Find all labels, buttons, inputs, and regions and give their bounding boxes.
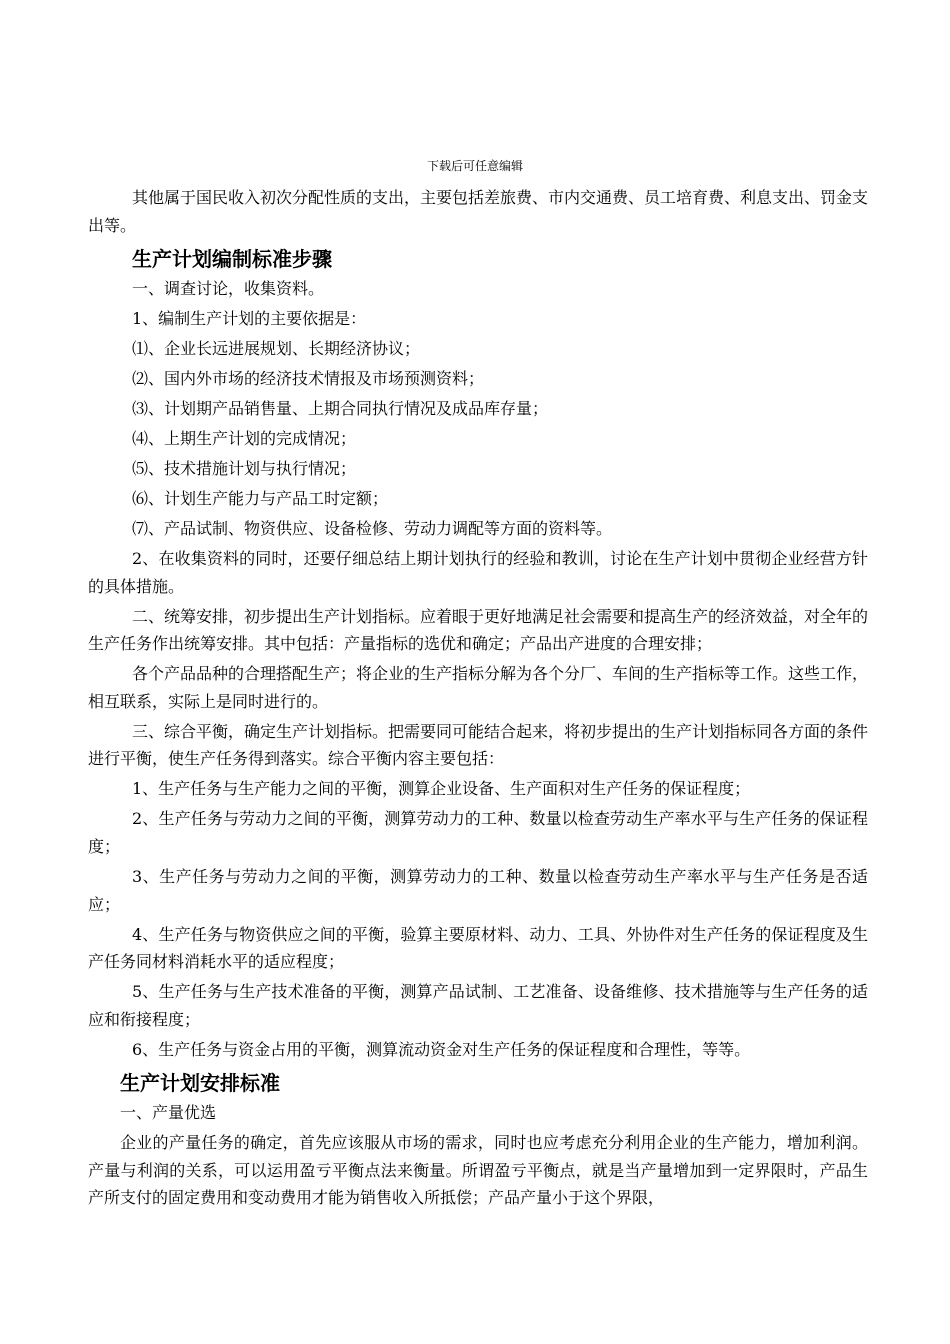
list-item: ⑺、产品试制、物资供应、设备检修、劳动力调配等方面的资料等。: [132, 519, 613, 539]
paragraph: 1、编制生产计划的主要依据是：: [132, 309, 367, 329]
section-heading: 生产计划安排标准: [120, 1071, 280, 1096]
list-item: ⑹、计划生产能力与产品工时定额；: [132, 489, 389, 509]
list-item: ⑸、技术措施计划与执行情况；: [132, 459, 357, 479]
document-body: [88, 184, 868, 1214]
paragraph: 3、生产任务与劳动力之间的平衡，测算劳动力的工种、数量以检查劳动生产率水平与生产任务是否适应；: [88, 866, 868, 914]
paragraph: 1、生产任务与生产能力之间的平衡，测算企业设备、生产面积对生产任务的保证程度；: [132, 779, 751, 799]
paragraph: 4、生产任务与物资供应之间的平衡，验算主要原材料、动力、工具、外协件对生产任务的保证程度及生产任务同材料消耗水平的适应程度；: [88, 924, 868, 972]
paragraph: 5、生产任务与生产技术准备的平衡，测算产品试制、工艺准备、设备维修、技术措施等与生产任务的适应和衔接程度；: [88, 982, 868, 1029]
paragraph: 2、生产任务与劳动力之间的平衡，测算劳动力的工种、数量以检查劳动生产率水平与生产任务的保证程度；: [88, 809, 868, 856]
paragraph: 各个产品品种的合理搭配生产；将企业的生产指标分解为各个分厂、车间的生产指标等工作。这些工作，相互联系，实际上是同时进行的。: [88, 664, 869, 711]
list-item: ⑴、企业长远进展规划、长期经济协议；: [132, 339, 421, 359]
paragraph: 一、产量优选: [120, 1103, 217, 1123]
paragraph: 其他属于国民收入初次分配性质的支出，主要包括差旅费、市内交通费、员工培育费、利息支出、罚金支出等。: [88, 188, 869, 235]
section-heading: 生产计划编制标准步骤: [132, 247, 332, 272]
paragraph: 6、生产任务与资金占用的平衡，测算流动资金对生产任务的保证程度和合理性，等等。: [132, 1039, 751, 1059]
list-item: ⑷、上期生产计划的完成情况；: [132, 429, 357, 449]
paragraph: 三、综合平衡，确定生产计划指标。把需要同可能结合起来，将初步提出的生产计划指标同各方面的条件进行平衡，使生产任务得到落实。综合平衡内容主要包括：: [88, 721, 869, 769]
paragraph: 二、统筹安排，初步提出生产计划指标。应着眼于更好地满足社会需要和提高生产的经济效益，对全年的生产任务作出统筹安排。其中包括：产量指标的选优和确定；产品出产进度的合理安排；: [88, 606, 869, 654]
list-item: ⑶、计划期产品销售量、上期合同执行情况及成品库存量；: [132, 399, 549, 419]
paragraph: 企业的产量任务的确定，首先应该服从市场的需求，同时也应考虑充分利用企业的生产能力，增加利润。产量与利润的关系，可以运用盈亏平衡点法来衡量。所谓盈亏平衡点，就是当产量增加到一定界限时，产品生产所支付的固定费用和变动费用才能为销售收入所抵偿；产品产量小于这个界限，: [88, 1133, 868, 1208]
list-item: ⑵、国内外市场的经济技术情报及市场预测资料；: [132, 369, 485, 389]
paragraph: 2、在收集资料的同时，还要仔细总结上期计划执行的经验和教训，讨论在生产计划中贯彻企业经营方针的具体措施。: [88, 549, 868, 596]
paragraph: 一、调查讨论，收集资料。: [132, 279, 325, 299]
header-note: 下载后可任意编辑: [426, 159, 523, 173]
